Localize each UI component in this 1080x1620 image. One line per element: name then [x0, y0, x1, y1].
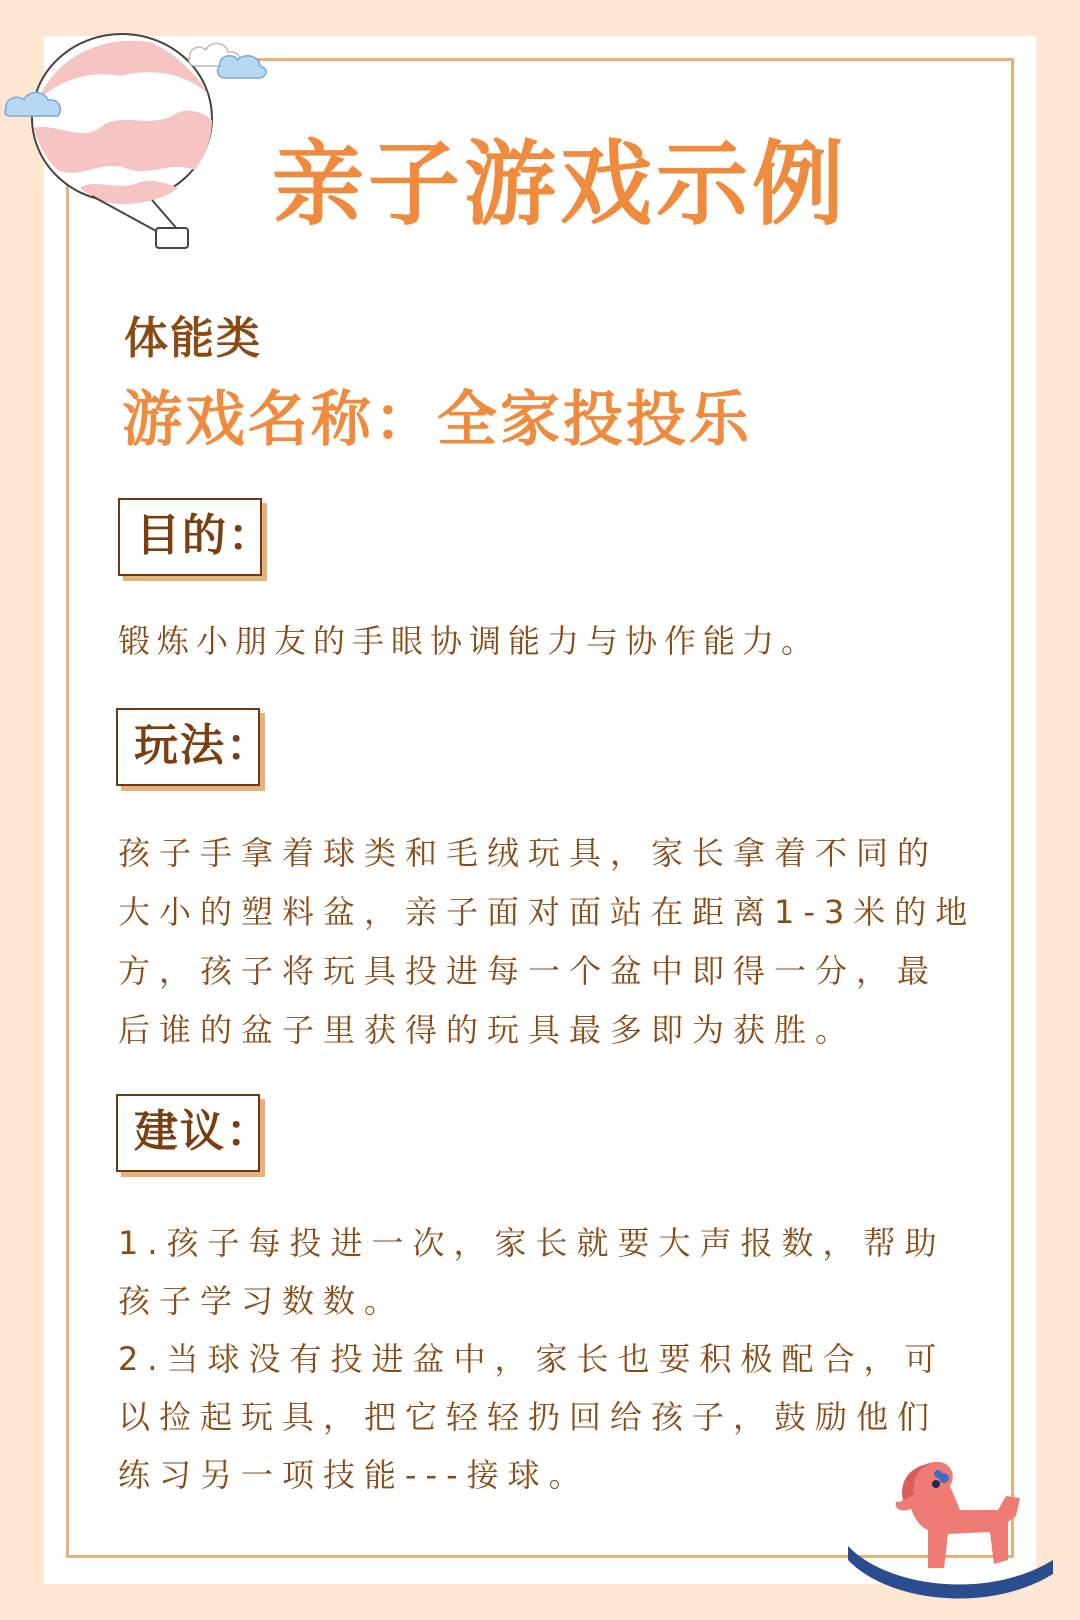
page-title: 亲子游戏示例 — [271, 131, 848, 238]
section-label-tips: 建议： — [116, 1094, 260, 1172]
game-category: 体能类 — [124, 313, 262, 364]
game-name-heading: 游戏名称：全家投投乐 — [122, 385, 752, 455]
section-label-purpose: 目的： — [118, 498, 262, 576]
section-label-howto: 玩法： — [116, 708, 260, 786]
purpose-text: 锻炼小朋友的手眼协调能力与协作能力。 — [118, 622, 821, 660]
tip-item: 1.孩子每投进一次，家长就要大声报数，帮助孩子学习数数。 — [118, 1224, 946, 1320]
howto-text: 孩子手拿着球类和毛绒玩具，家长拿着不同的大小的塑料盆，亲子面对面站在距离1-3米的地方，孩子将玩具投进每一个盆中即得一分，最后谁的盆子里获得的玩具最多即为获胜。 — [118, 834, 977, 1049]
rocking-horse-illustration — [848, 1450, 1058, 1610]
tip-item: 2.当球没有投进盆中，家长也要积极配合，可以捡起玩具，把它轻轻扔回给孩子，鼓励他们练习另一项技能---接球。 — [118, 1340, 946, 1494]
